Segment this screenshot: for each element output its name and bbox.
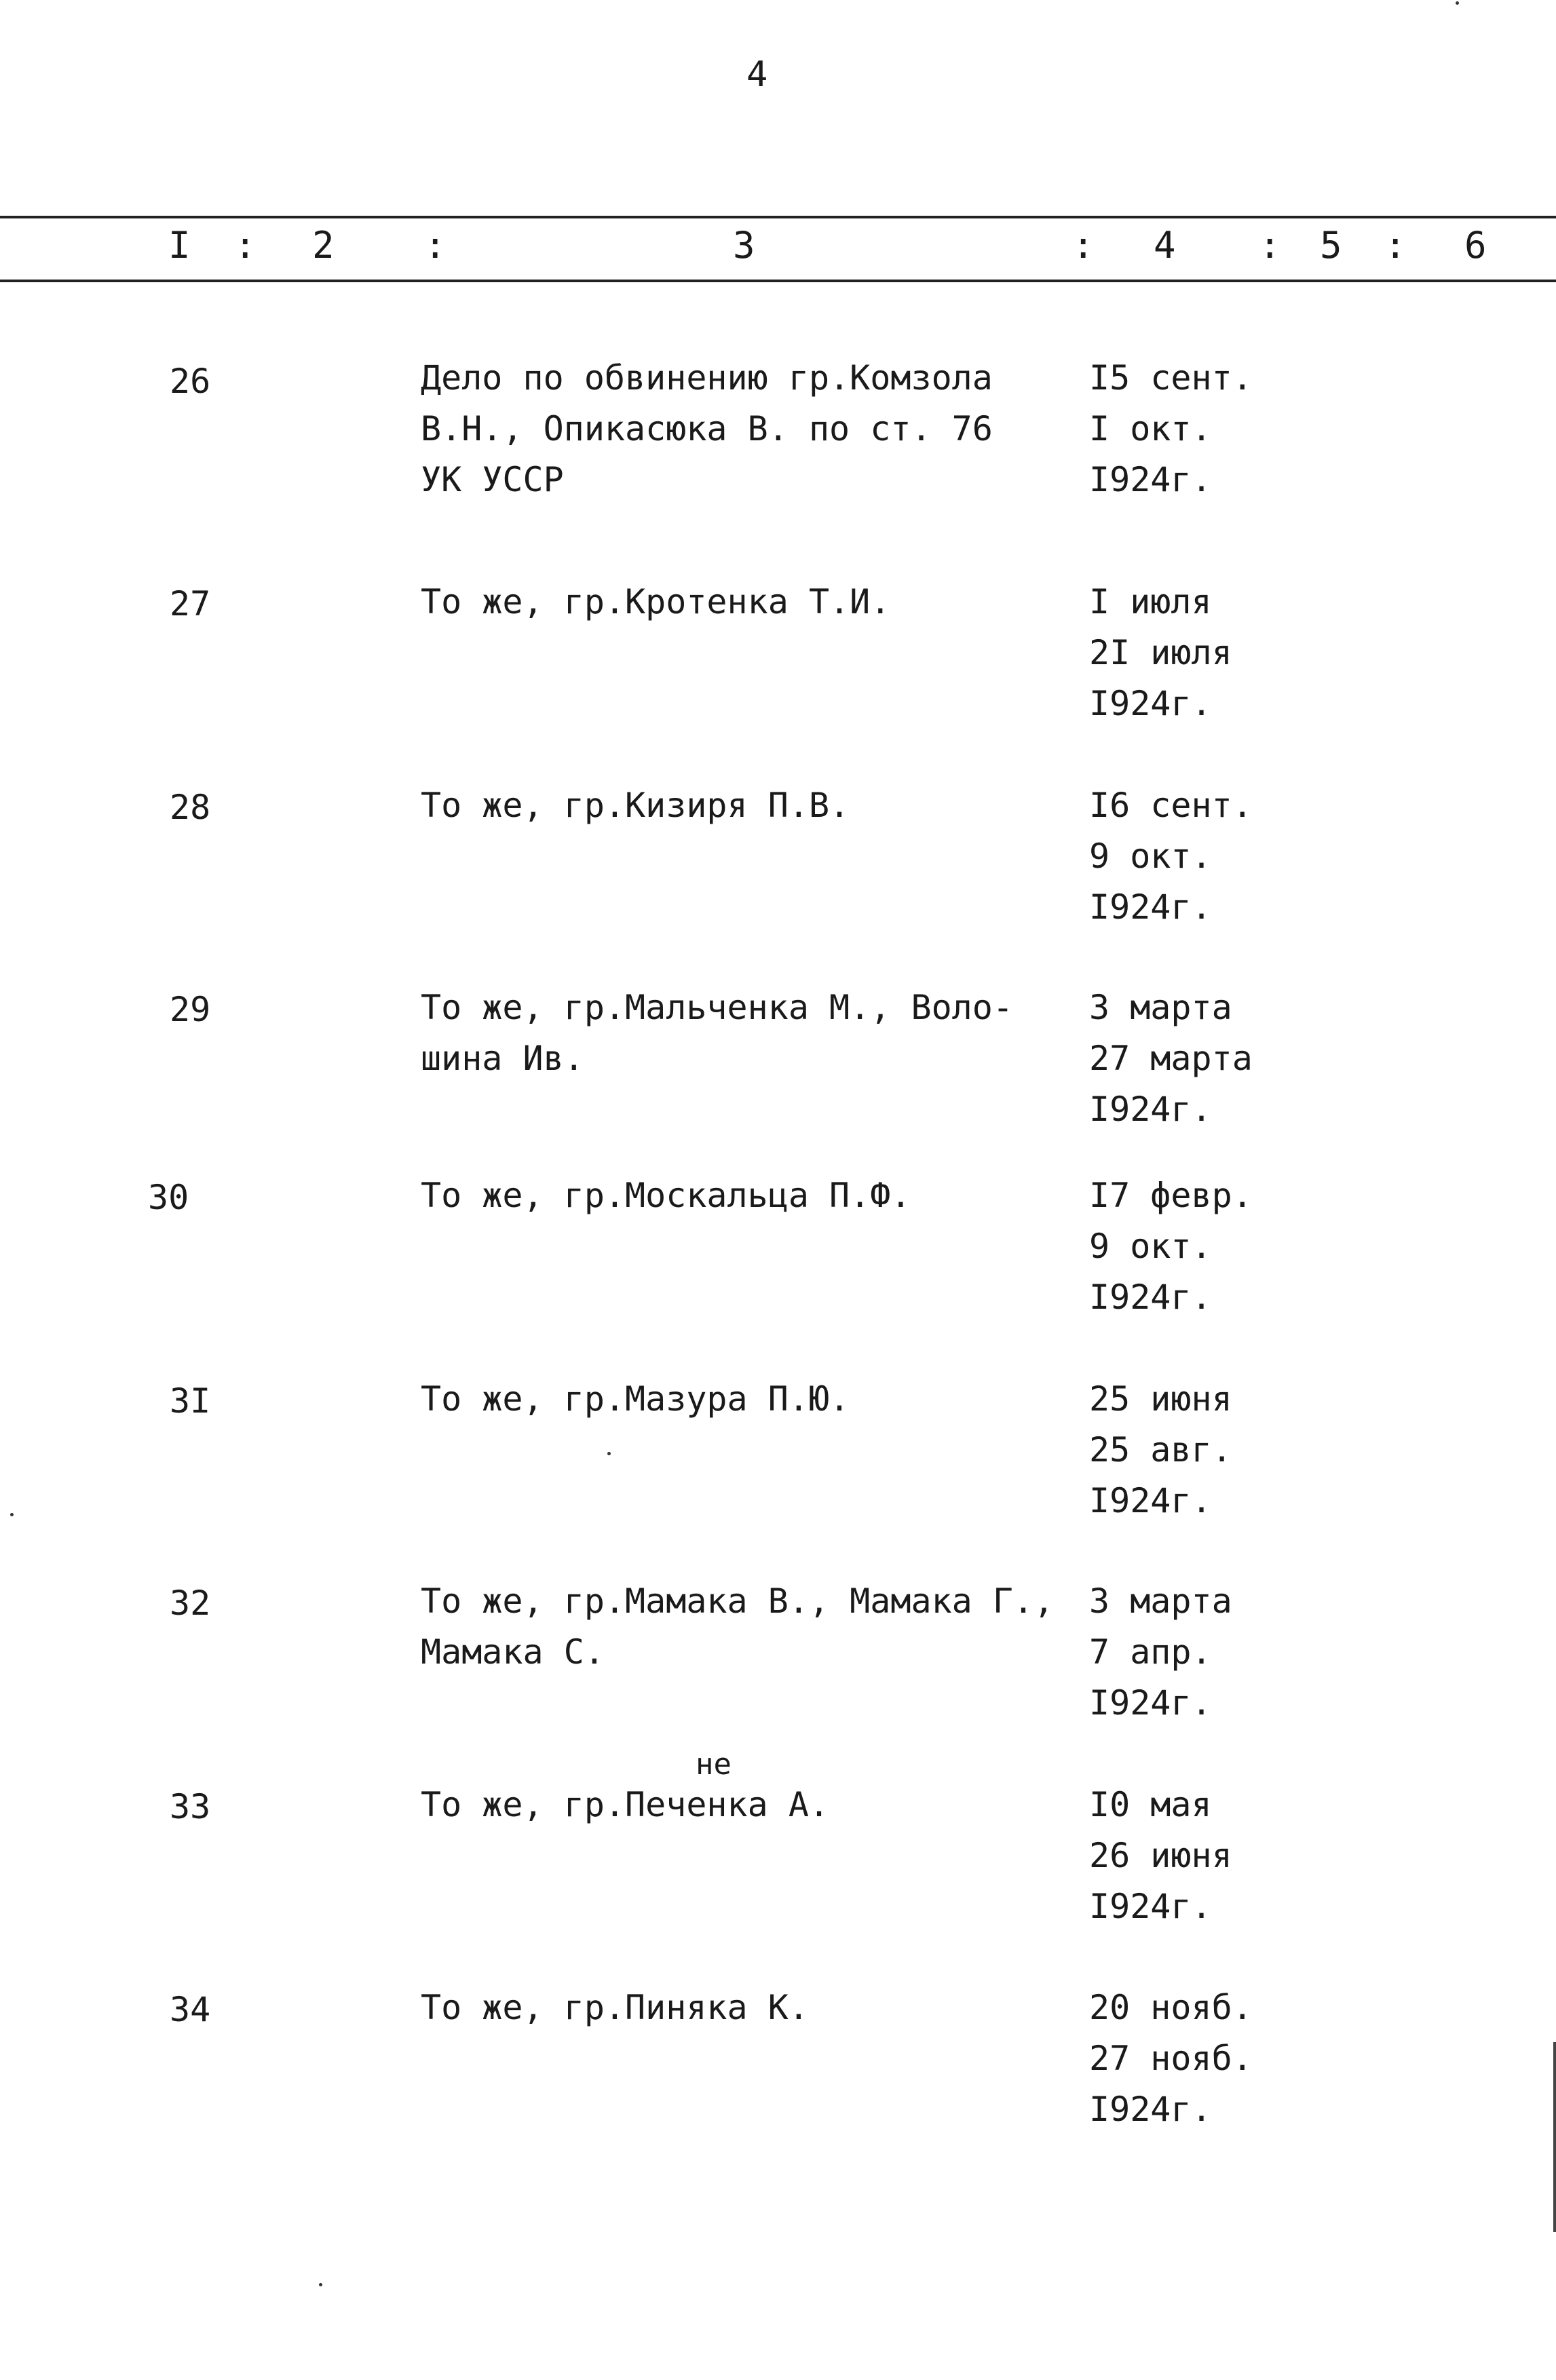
entry-number: 29 (170, 990, 211, 1029)
entry-number: 28 (170, 788, 211, 827)
column-header-4: 4 (1154, 224, 1176, 267)
entry-title: То же, гр.Пиняка К. (421, 1988, 809, 2027)
entry-title: То же, гр.Мамака В., Мамака Г., Мамака С. (421, 1581, 1055, 1672)
entry-number: 3I (170, 1381, 211, 1421)
entry-dates: 25 июня 25 авг. I924г. (1089, 1379, 1232, 1520)
scan-speck (319, 2283, 322, 2286)
entry-dates: I6 сент. 9 окт. I924г. (1089, 786, 1253, 927)
page-number: 4 (746, 54, 768, 95)
scan-speck (10, 1513, 14, 1516)
entry-dates: I июля 2I июля I924г. (1089, 582, 1232, 723)
header-rule-bottom (0, 280, 1556, 282)
column-header-2: 2 (312, 224, 335, 267)
header-rule-top (0, 216, 1556, 218)
column-header-1: I (168, 224, 191, 267)
entry-number: 26 (170, 362, 211, 401)
entry-title: То же, гр.Кротенка Т.И. (421, 582, 891, 621)
entry-title: То же, гр.Печенка А. (421, 1785, 830, 1824)
scan-speck (607, 1452, 611, 1455)
entry-number: 32 (170, 1584, 211, 1623)
entry-number: 33 (170, 1787, 211, 1826)
entry-dates: I0 мая 26 июня I924г. (1089, 1785, 1232, 1926)
entry-title: То же, гр.Мазура П.Ю. (421, 1379, 850, 1419)
column-separator: : (1384, 224, 1407, 267)
entry-dates: 3 марта 27 марта I924г. (1089, 988, 1253, 1129)
column-header-3: 3 (733, 224, 755, 267)
entry-dates: 3 марта 7 апр. I924г. (1089, 1581, 1232, 1723)
entry-title: То же, гр.Мальченка М., Воло- шина Ив. (421, 988, 1013, 1078)
scan-speck (1456, 1, 1459, 5)
column-separator: : (1072, 224, 1095, 267)
scan-edge-mark (1553, 2042, 1556, 2232)
entry-number: 34 (170, 1990, 211, 2029)
handwritten-annotation: не (696, 1747, 732, 1782)
entry-dates: I7 февр. 9 окт. I924г. (1089, 1176, 1253, 1317)
entry-title: То же, гр.Кизиря П.В. (421, 786, 850, 825)
entry-dates: 20 нояб. 27 нояб. I924г. (1089, 1988, 1253, 2129)
column-header-6: 6 (1464, 224, 1487, 267)
entry-dates: I5 сент. I окт. I924г. (1089, 358, 1253, 499)
entry-title: То же, гр.Москальца П.Ф. (421, 1176, 911, 1215)
column-separator: : (424, 224, 447, 267)
column-separator: : (1259, 224, 1281, 267)
column-separator: : (234, 224, 257, 267)
entry-number: 27 (170, 584, 211, 623)
entry-title: Дело по обвинению гр.Комзола В.Н., Опикасюка В. по ст. 76 УК УССР (421, 358, 993, 499)
column-header-5: 5 (1320, 224, 1342, 267)
entry-number: 30 (148, 1178, 189, 1217)
